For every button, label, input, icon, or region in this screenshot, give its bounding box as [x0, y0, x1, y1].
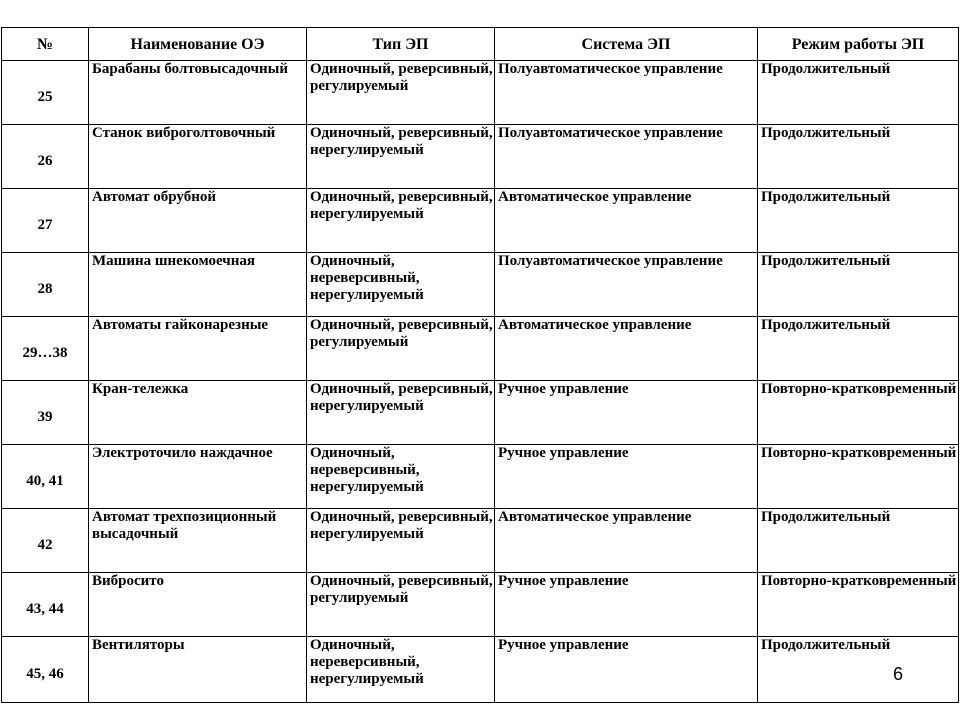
cell-system: Полуавтоматическое управление — [495, 253, 758, 317]
cell-mode: Продолжительный — [758, 61, 959, 125]
table-row — [2, 381, 959, 445]
table-row — [2, 445, 959, 509]
cell-system: Ручное управление — [495, 445, 758, 509]
cell-mode: Продолжительный — [758, 189, 959, 253]
cell-system: Автоматическое управление — [495, 317, 758, 381]
cell-name: Вентиляторы — [89, 637, 307, 703]
cell-type: Одиночный, реверсивный, регулируемый — [307, 573, 495, 637]
cell-name: Барабаны болтовысадочный — [89, 61, 307, 125]
table-row — [2, 189, 959, 253]
cell-number: 26 — [2, 125, 89, 189]
table-row — [2, 253, 959, 317]
cell-mode: Повторно-кратковременный — [758, 381, 959, 445]
cell-name: Электроточило наждачное — [89, 445, 307, 509]
cell-mode: Продолжительный — [758, 509, 959, 573]
table-row — [2, 317, 959, 381]
cell-type: Одиночный, реверсивный, регулируемый — [307, 61, 495, 125]
cell-system: Автоматическое управление — [495, 189, 758, 253]
cell-system: Ручное управление — [495, 637, 758, 703]
equipment-table — [1, 27, 959, 703]
cell-mode: Продолжительный — [758, 253, 959, 317]
table-row — [2, 61, 959, 125]
cell-name: Станок виброголтовочный — [89, 125, 307, 189]
cell-number: 45, 46 — [2, 637, 89, 703]
cell-name: Автомат обрубной — [89, 189, 307, 253]
cell-system: Ручное управление — [495, 573, 758, 637]
table-row — [2, 637, 959, 703]
cell-type: Одиночный, нереверсивный, нерегулируемый — [307, 637, 495, 703]
cell-type: Одиночный, реверсивный, нерегулируемый — [307, 509, 495, 573]
cell-number: 40, 41 — [2, 445, 89, 509]
page-number: 6 — [892, 664, 903, 684]
cell-name: Автоматы гайконарезные — [89, 317, 307, 381]
cell-number: 43, 44 — [2, 573, 89, 637]
cell-mode: Повторно-кратковременный — [758, 573, 959, 637]
cell-mode: Продолжительный — [758, 637, 959, 703]
cell-name: Автомат трехпозиционный высадочный — [89, 509, 307, 573]
table-header-row — [2, 28, 959, 61]
cell-name: Машина шнекомоечная — [89, 253, 307, 317]
table-row — [2, 509, 959, 573]
cell-number: 29…38 — [2, 317, 89, 381]
header-type: Тип ЭП — [307, 28, 495, 61]
cell-number: 39 — [2, 381, 89, 445]
cell-mode: Повторно-кратковременный — [758, 445, 959, 509]
cell-name: Вибросито — [89, 573, 307, 637]
header-mode: Режим работы ЭП — [758, 28, 959, 61]
cell-number: 42 — [2, 509, 89, 573]
cell-type: Одиночный, реверсивный, нерегулируемый — [307, 189, 495, 253]
cell-type: Одиночный, нереверсивный, нерегулируемый — [307, 445, 495, 509]
cell-system: Ручное управление — [495, 381, 758, 445]
cell-type: Одиночный, нереверсивный, нерегулируемый — [307, 253, 495, 317]
cell-type: Одиночный, реверсивный, нерегулируемый — [307, 125, 495, 189]
table-row — [2, 125, 959, 189]
cell-type: Одиночный, реверсивный, нерегулируемый — [307, 381, 495, 445]
cell-number: 25 — [2, 61, 89, 125]
cell-number: 27 — [2, 189, 89, 253]
cell-type: Одиночный, реверсивный, регулируемый — [307, 317, 495, 381]
table-row — [2, 573, 959, 637]
cell-system: Автоматическое управление — [495, 509, 758, 573]
cell-system: Полуавтоматическое управление — [495, 61, 758, 125]
cell-number: 28 — [2, 253, 89, 317]
cell-system: Полуавтоматическое управление — [495, 125, 758, 189]
header-name: Наименование ОЭ — [89, 28, 307, 61]
cell-mode: Продолжительный — [758, 317, 959, 381]
cell-mode: Продолжительный — [758, 125, 959, 189]
header-system: Система ЭП — [495, 28, 758, 61]
header-number: № — [2, 28, 89, 61]
cell-name: Кран-тележка — [89, 381, 307, 445]
